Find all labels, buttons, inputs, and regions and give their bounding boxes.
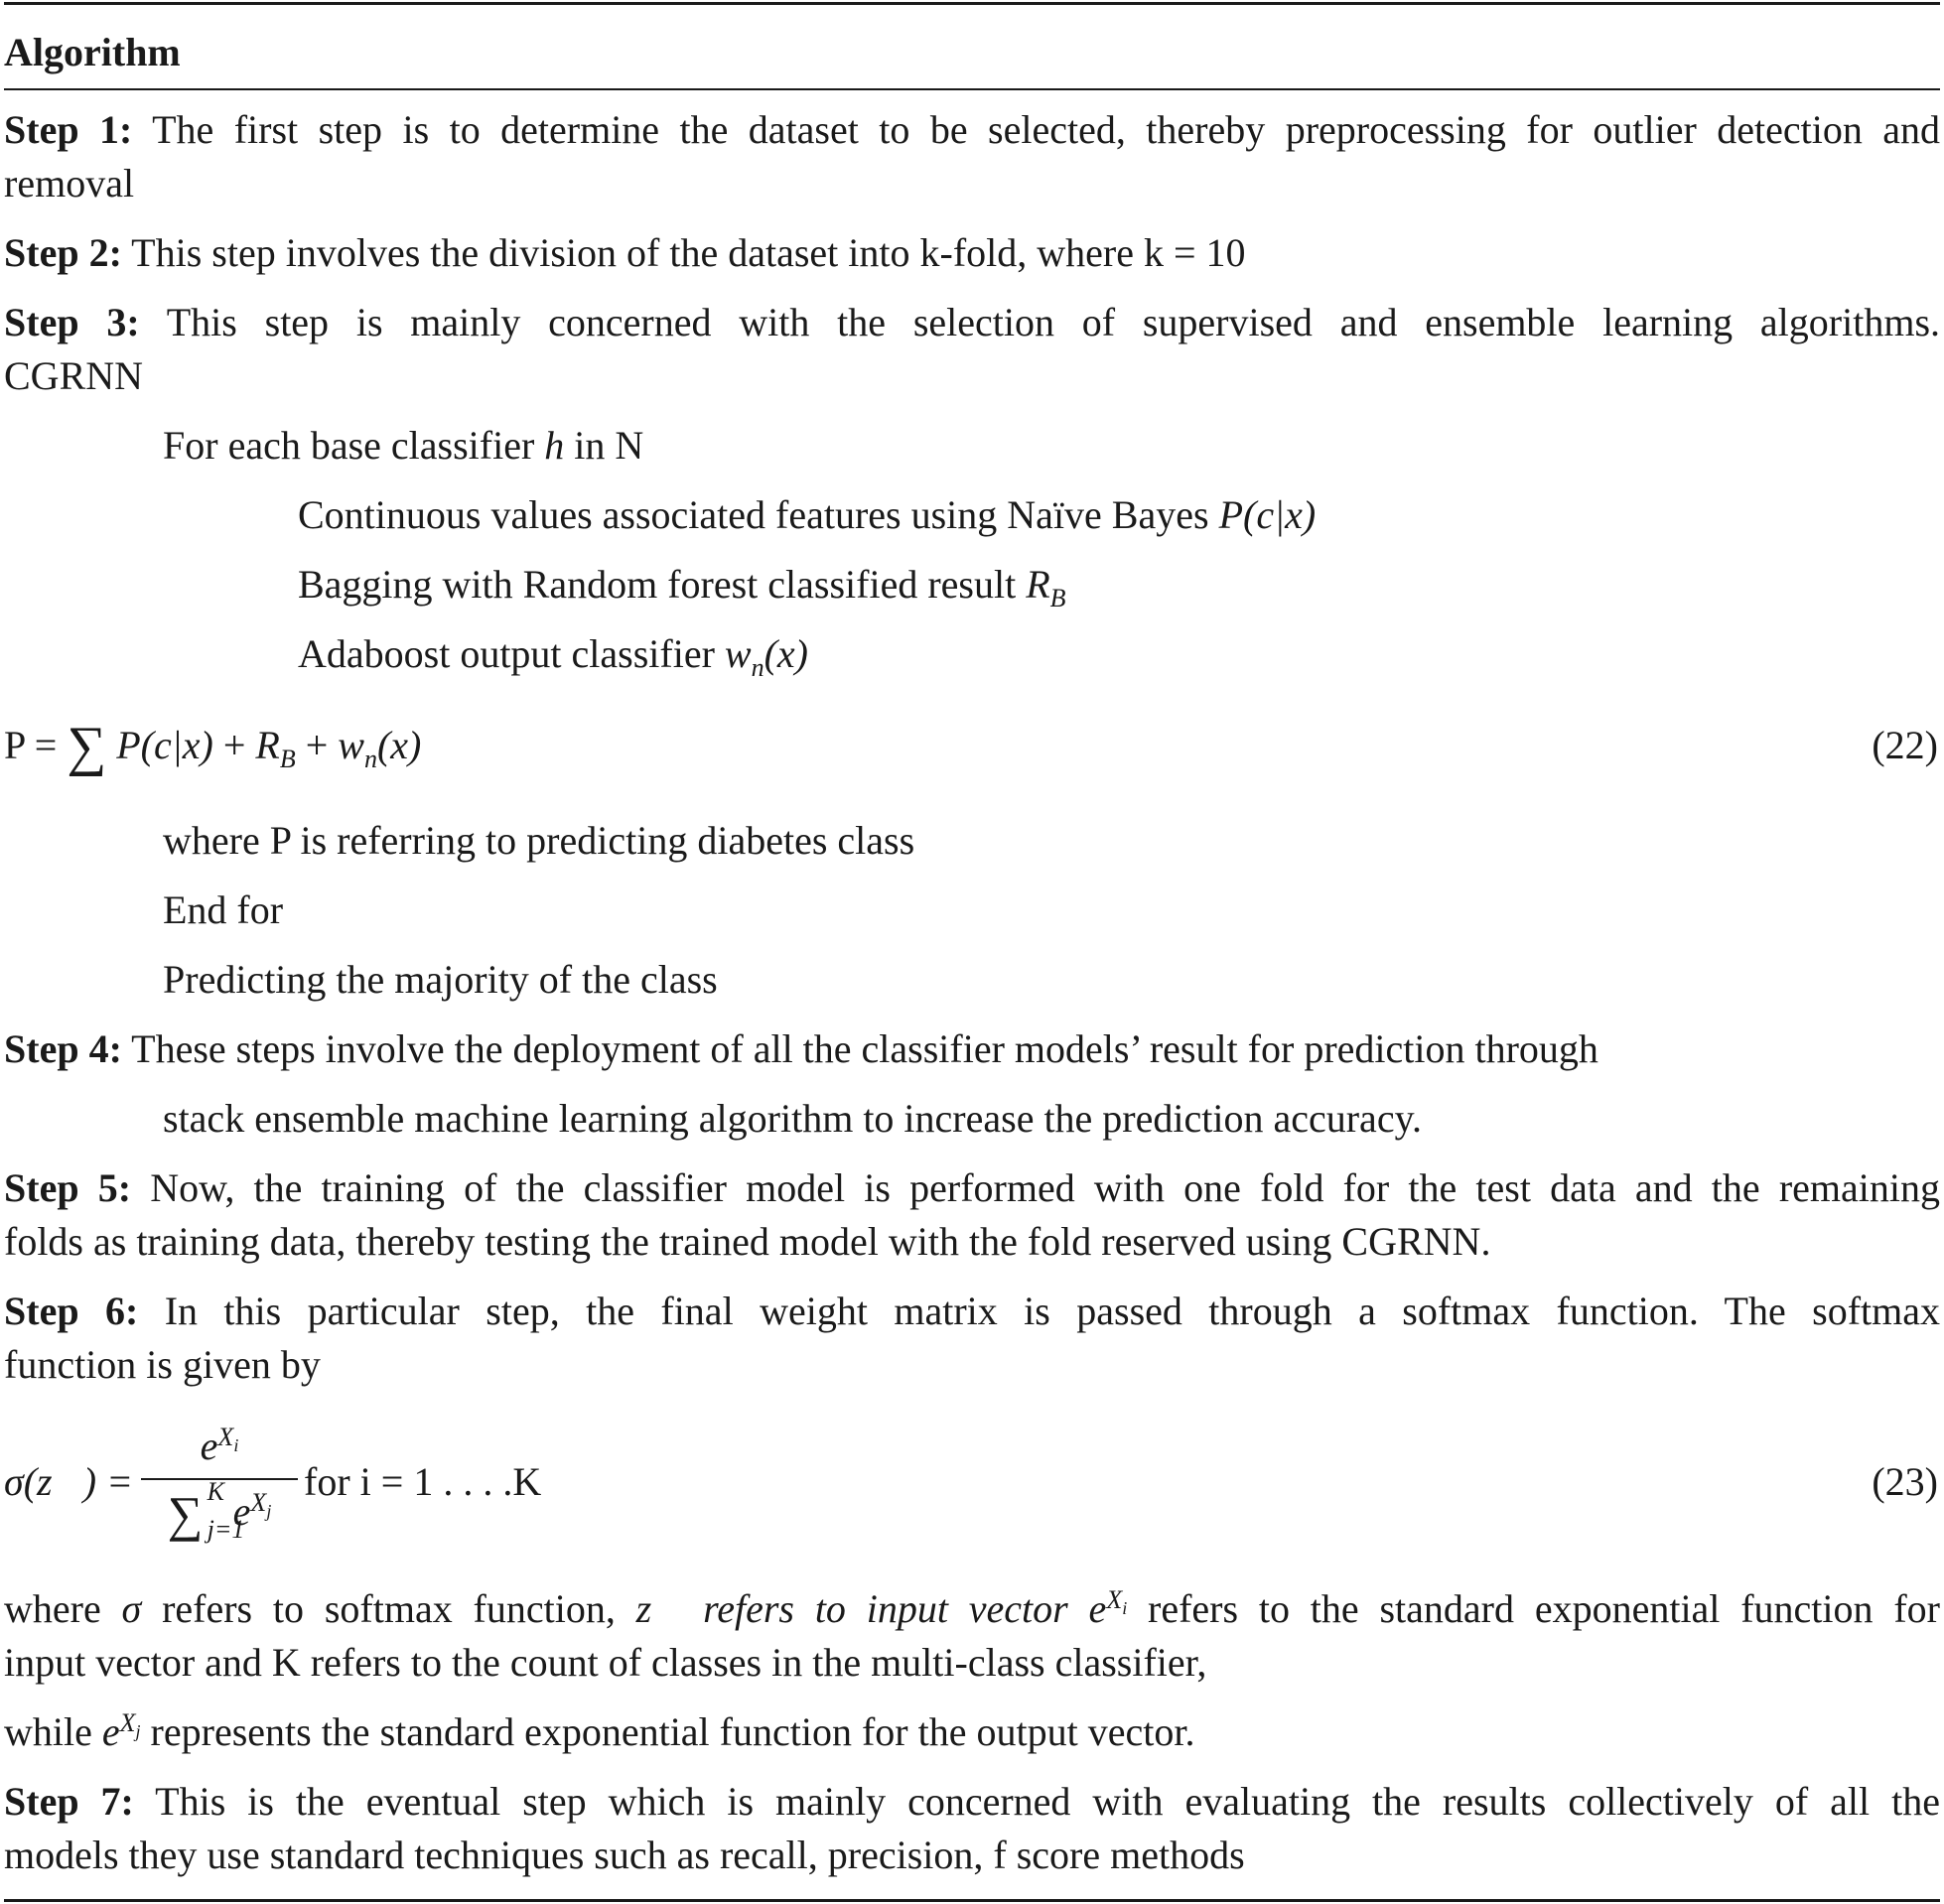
step-5-label: Step 5:	[4, 1165, 132, 1210]
where-p-line: where P is referring to predicting diabetes class	[163, 818, 915, 863]
step-1-line-2: removal	[4, 161, 135, 205]
table-top-rule	[4, 2, 1940, 5]
step-6-line-1	[4, 1287, 1940, 1336]
algorithm-heading: Algorithm	[4, 30, 181, 74]
step-6-label: Step 6:	[4, 1289, 139, 1333]
naive-bayes-line: Continuous values associated features using Naïve Bayes P(c|x)	[298, 492, 1317, 537]
heading-rule	[4, 88, 1940, 90]
step-2-line-1	[4, 228, 1940, 278]
step-7-line-1	[4, 1777, 1940, 1827]
step-7-label: Step 7:	[4, 1779, 134, 1824]
step-6-text: In this particular step, the final weight matrix is passed through a softmax function. The softmax	[164, 1289, 1941, 1333]
fraction-numerator: $e^{X_i}$	[200, 1422, 239, 1468]
step-7-text: This is the eventual step which is mainly concerned with evaluating the results collectively of all the	[155, 1779, 1941, 1824]
adaboost-line: Adaboost output classifier $w_n(x)$	[298, 631, 809, 682]
explain-line-2: input vector and K refers to the count of classes in the multi-class classifier,	[4, 1640, 1207, 1685]
random-forest-line: Bagging with Random forest classified result $R_B$	[298, 562, 1066, 612]
step-1-label: Step 1:	[4, 107, 133, 152]
equation-23-number: (23)	[1872, 1459, 1938, 1504]
explain-line-3: while $e^{X_j}$ represents the standard exponential function for the output vector.	[4, 1707, 1195, 1754]
step-2-text: This step involves the division of the dataset into k-fold, where k = 10	[131, 230, 1246, 275]
step-3-label: Step 3:	[4, 300, 140, 344]
step-3-line-1	[4, 298, 1940, 347]
equation-23-tail: for i = 1 . . . .K	[304, 1459, 542, 1504]
equation-22-number: (22)	[1872, 723, 1938, 767]
step-1-text: The first step is to determine the dataset to be selected, thereby preprocessing for outlier detection and	[152, 107, 1941, 152]
fraction-denominator: ∑ K j=1 $e^{X_j}$	[167, 1477, 272, 1544]
softmax-fraction	[141, 1422, 298, 1544]
step-7-line-2: models they use standard techniques such as recall, precision, f score methods	[4, 1833, 1245, 1877]
step-4-text: These steps involve the deployment of all the classifier models’ result for prediction through	[131, 1026, 1598, 1071]
step-4-label: Step 4:	[4, 1026, 122, 1071]
equation-22: P = ∑ $P(c|x) + R_B + w_n(x)$	[4, 716, 422, 777]
step-3-text: This step is mainly concerned with the selection of supervised and ensemble learning algorithms.	[166, 300, 1941, 344]
step-2-label: Step 2:	[4, 230, 122, 275]
step-5-line-2: folds as training data, thereby testing the trained model with the fold reserved using CGRNN.	[4, 1219, 1491, 1264]
step-3-line-2: CGRNN	[4, 353, 144, 398]
step-1-line-1	[4, 105, 1940, 155]
end-for-line: End for	[163, 887, 284, 932]
for-each-line: For each base classifier h in N	[163, 423, 644, 468]
step-4-line-1	[4, 1024, 1940, 1074]
step-5-text: Now, the training of the classifier model is performed with one fold for the test data and the remaining	[150, 1165, 1941, 1210]
explain-line-1: where σ refers to softmax function, z⃗ refers to input vector $e^{X_i}$ refers to the standard exponential function for	[4, 1584, 1940, 1631]
step-5-line-1	[4, 1163, 1940, 1213]
step-6-line-2: function is given by	[4, 1342, 321, 1387]
majority-line: Predicting the majority of the class	[163, 957, 718, 1002]
equation-23-lhs: σ(z⃗) =	[4, 1459, 134, 1504]
table-bottom-rule	[4, 1899, 1940, 1902]
step-4-line-2: stack ensemble machine learning algorithm to increase the prediction accuracy.	[163, 1096, 1422, 1141]
